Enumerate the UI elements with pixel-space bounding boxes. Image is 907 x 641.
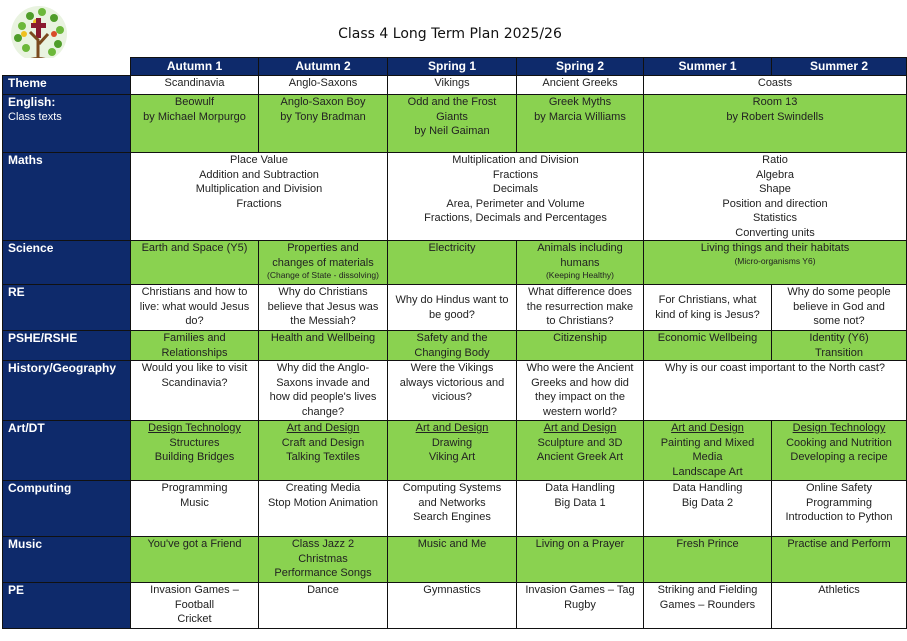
cell-line: Fractions [236, 197, 282, 210]
cell-note: (Keeping Healthy) [545, 270, 615, 280]
english-cell [644, 95, 907, 153]
cell-line: Cricket [177, 613, 212, 625]
theme-cell: Coasts [644, 76, 907, 95]
music-cell [517, 537, 644, 583]
pshe-cell [259, 331, 388, 361]
computing-cell [388, 481, 517, 537]
maths-cell [131, 153, 388, 241]
cell-line: Fractions [492, 168, 539, 181]
cell-line: by Michael Morpurgo [143, 110, 246, 123]
row-label-theme: Theme [3, 76, 131, 95]
computing-cell [131, 481, 259, 537]
english-cell [131, 95, 259, 153]
pe-cell [772, 583, 907, 629]
cell-line: Christmas [298, 552, 348, 565]
computing-cell [517, 481, 644, 537]
cell-line: Area, Perimeter and Volume [446, 197, 585, 210]
cell-line: Rugby [564, 598, 596, 611]
cell-line: do? [185, 315, 204, 327]
cell-line: Addition and Subtraction [199, 168, 319, 181]
cell-line: always victorious and [399, 376, 505, 389]
cell-line: Would you like to visit [141, 362, 248, 374]
cell-heading: Art and Design [543, 422, 617, 434]
cell-line: Computing Systems [402, 482, 502, 494]
cell-line: Why do Christians [278, 286, 368, 298]
cell-line: Why did the Anglo- [276, 362, 370, 374]
english-row [3, 95, 907, 153]
term-header-row [3, 58, 907, 76]
cell-line: by Tony Bradman [280, 110, 366, 123]
cell-heading: Design Technology [792, 422, 886, 434]
long-term-plan-table [2, 57, 907, 629]
row-label-science: Science [3, 241, 131, 285]
cell-line: Decimals [492, 183, 539, 195]
school-logo [8, 4, 70, 64]
cell-heading: Art and Design [415, 422, 489, 434]
cell-line: by Marcia Williams [534, 110, 626, 123]
history-cell [517, 361, 644, 421]
cell-line: change? [301, 405, 345, 418]
cell-heading: Art and Design [671, 422, 744, 434]
cell-line: believe that Jesus was [267, 300, 379, 313]
re-cell [259, 285, 388, 331]
row-label-english-sub: Class texts [8, 110, 62, 123]
cell-line: Craft and Design [281, 436, 365, 449]
cell-line: some not? [813, 315, 865, 327]
art-cell [388, 421, 517, 481]
cell-line: vicious? [432, 391, 472, 403]
cell-line: Gymnastics [423, 584, 481, 596]
cell-line: Big Data 2 [681, 496, 734, 509]
cell-line: Talking Textiles [286, 451, 360, 463]
cell-line: Families and [163, 332, 226, 344]
computing-cell [772, 481, 907, 537]
cell-line: to Christians? [546, 315, 614, 327]
term-header-summer-2: Summer 2 [772, 58, 907, 76]
cell-line: Identity (Y6) [809, 332, 869, 344]
cell-line: Programming [161, 482, 228, 494]
cell-line: Multiplication and Division [452, 154, 579, 166]
theme-cell: Ancient Greeks [517, 76, 644, 95]
computing-row [3, 481, 907, 537]
re-cell [772, 285, 907, 331]
corner-blank [3, 58, 131, 76]
cell-line: believe in God and [793, 300, 885, 313]
cell-line: Greek Myths [548, 96, 612, 108]
music-cell [388, 537, 517, 583]
cell-note: (Change of State - dissolving) [267, 270, 379, 280]
cell-line: Data Handling [672, 482, 743, 494]
cell-line: Why do Hindus want to [395, 294, 509, 306]
row-label-pshe: PSHE/RSHE [3, 331, 131, 361]
cell-line: Scandinavia? [161, 376, 228, 389]
cell-line: Properties and [287, 242, 359, 254]
cell-line: Algebra [756, 168, 794, 181]
cell-line: Football [174, 598, 215, 611]
science-cell [644, 241, 907, 285]
science-cell [517, 241, 644, 285]
cell-line: Data Handling [545, 482, 615, 494]
cell-line: Fresh Prince [676, 538, 739, 550]
cell-line: Citizenship [553, 332, 607, 344]
row-label-english-title: English: [8, 95, 56, 109]
cell-line: Structures [169, 436, 220, 449]
cell-line: Developing a recipe [790, 451, 888, 463]
cell-line: they impact on the [535, 391, 625, 403]
cell-line: Relationships [161, 346, 228, 359]
cell-line: Online Safety [805, 482, 873, 494]
art-cell [517, 421, 644, 481]
cell-line: Athletics [818, 584, 860, 596]
pshe-cell [644, 331, 772, 361]
cell-line: and Networks [418, 496, 486, 509]
cell-line: Striking and Fielding [657, 584, 758, 596]
cell-line: Economic Wellbeing [657, 332, 758, 344]
row-label-history: History/Geography [3, 361, 131, 421]
cell-line: by Robert Swindells [726, 110, 824, 123]
cell-line: Painting and Mixed [660, 436, 755, 449]
cell-line: Place Value [230, 154, 288, 166]
pe-row [3, 583, 907, 629]
cell-line: be good? [429, 308, 475, 321]
re-row [3, 285, 907, 331]
cell-line: Games – Rounders [659, 598, 756, 611]
science-cell [131, 241, 259, 285]
pshe-row [3, 331, 907, 361]
cell-line: Saxons invade and [276, 376, 370, 389]
cell-line: Position and direction [722, 197, 828, 210]
cell-line: Giants [436, 110, 468, 123]
theme-cell: Vikings [388, 76, 517, 95]
cell-line: Class Jazz 2 [291, 538, 355, 550]
music-cell [259, 537, 388, 583]
theme-cell: Scandinavia [131, 76, 259, 95]
cell-line: Shape [759, 183, 791, 195]
science-row [3, 241, 907, 285]
cell-line: Music [180, 496, 209, 509]
maths-cell [388, 153, 644, 241]
page-title: Class 4 Long Term Plan 2025/26 [338, 26, 562, 42]
cell-line: Ancient Greek Art [536, 451, 624, 463]
row-label-re: RE [3, 285, 131, 331]
cell-line: the Messiah? [290, 315, 356, 327]
cell-line: Ratio [762, 154, 788, 166]
cell-line: Beowulf [174, 96, 215, 108]
cell-line: Introduction to Python [785, 511, 893, 523]
cell-line: Anglo-Saxon Boy [280, 96, 366, 108]
cell-line: Cooking and Nutrition [786, 436, 892, 449]
music-row [3, 537, 907, 583]
english-cell [388, 95, 517, 153]
computing-cell [644, 481, 772, 537]
cell-line: Fractions, Decimals and Percentages [424, 212, 607, 224]
pe-cell [517, 583, 644, 629]
cell-line: Electricity [428, 242, 476, 254]
row-label-english [3, 95, 131, 153]
cell-line: Christians and how to [141, 286, 248, 298]
cell-line: Transition [815, 346, 863, 359]
art-cell [644, 421, 772, 481]
cell-line: Dance [307, 584, 339, 596]
cell-line: Building Bridges [154, 451, 235, 463]
cell-line: Odd and the Frost [407, 96, 497, 108]
maths-cell [644, 153, 907, 241]
science-cell [259, 241, 388, 285]
history-row [3, 361, 907, 421]
cell-line: the resurrection make [526, 300, 634, 313]
cell-line: changes of materials [272, 256, 374, 269]
re-cell [644, 285, 772, 331]
english-cell [259, 95, 388, 153]
term-header-spring-2: Spring 2 [517, 58, 644, 76]
science-cell [388, 241, 517, 285]
pshe-cell [772, 331, 907, 361]
pshe-cell [388, 331, 517, 361]
cell-line: Living on a Prayer [535, 538, 625, 550]
music-cell [644, 537, 772, 583]
cell-heading: Design Technology [148, 422, 241, 434]
cell-line: Invasion Games – [150, 584, 239, 596]
row-label-pe: PE [3, 583, 131, 629]
computing-cell [259, 481, 388, 537]
cell-line: What difference does [528, 286, 632, 298]
english-cell [517, 95, 644, 153]
maths-row [3, 153, 907, 241]
row-label-music: Music [3, 537, 131, 583]
cell-line: You've got a Friend [147, 538, 242, 550]
pe-cell [644, 583, 772, 629]
cell-line: Viking Art [428, 451, 476, 463]
cell-line: Were the Vikings [410, 362, 494, 374]
cell-note: (Micro-organisms Y6) [734, 255, 816, 266]
history-cell [388, 361, 517, 421]
cell-line: Health and Wellbeing [270, 332, 376, 344]
theme-row [3, 76, 907, 95]
cell-line: Landscape Art [672, 465, 743, 478]
cell-line: Drawing [431, 436, 473, 449]
pshe-cell [517, 331, 644, 361]
term-header-summer-1: Summer 1 [644, 58, 772, 76]
cell-line: Invasion Games – Tag [525, 584, 635, 596]
tree-cross-logo-icon [8, 4, 70, 64]
term-header-autumn-1: Autumn 1 [131, 58, 259, 76]
cell-line: Statistics [752, 212, 797, 224]
cell-line: Sculpture and 3D [537, 436, 623, 449]
cell-line: how did people's lives [269, 391, 377, 403]
history-cell [259, 361, 388, 421]
row-label-art: Art/DT [3, 421, 131, 481]
cell-line: Safety and the [416, 332, 488, 344]
art-cell [772, 421, 907, 481]
cell-line: For Christians, what [658, 294, 757, 306]
cell-line: Music and Me [417, 538, 487, 550]
row-label-maths: Maths [3, 153, 131, 241]
pshe-cell [131, 331, 259, 361]
art-cell [259, 421, 388, 481]
theme-cell: Anglo-Saxons [259, 76, 388, 95]
pe-cell [259, 583, 388, 629]
cell-line: western world? [543, 405, 617, 418]
art-row [3, 421, 907, 481]
re-cell [517, 285, 644, 331]
cell-line: Creating Media [285, 482, 361, 494]
cell-line: Greeks and how did [531, 376, 629, 389]
row-label-computing: Computing [3, 481, 131, 537]
term-header-autumn-2: Autumn 2 [259, 58, 388, 76]
history-cell [131, 361, 259, 421]
cell-line: live: what would Jesus [139, 300, 250, 313]
cell-heading: Art and Design [286, 422, 360, 434]
music-cell [772, 537, 907, 583]
cell-line: Room 13 [752, 96, 798, 108]
cell-line: Media [692, 451, 723, 463]
history-cell [644, 361, 907, 421]
cell-line: Multiplication and Division [195, 183, 323, 195]
cell-line: Programming [805, 496, 873, 509]
cell-line: Performance Songs [274, 567, 372, 579]
cell-line: Why do some people [787, 286, 891, 298]
re-cell [131, 285, 259, 331]
term-header-spring-1: Spring 1 [388, 58, 517, 76]
cell-line: Changing Body [414, 346, 490, 359]
cell-line: Big Data 1 [554, 496, 606, 509]
cell-line: humans [560, 256, 600, 269]
cell-line: Practise and Perform [787, 538, 891, 550]
cell-line: Why is our coast important to the North cast? [664, 362, 886, 374]
art-cell [131, 421, 259, 481]
cell-line: Earth and Space (Y5) [141, 242, 248, 254]
cell-line: Converting units [735, 226, 815, 239]
music-cell [131, 537, 259, 583]
cell-line: Living things and their habitats [700, 242, 850, 254]
cell-line: Who were the Ancient [526, 362, 634, 374]
cell-line: kind of king is Jesus? [655, 308, 760, 321]
cell-line: by Neil Gaiman [414, 125, 490, 137]
cell-line: Animals including [537, 242, 623, 254]
re-cell [388, 285, 517, 331]
cell-line: Stop Motion Animation [267, 496, 379, 509]
pe-cell [388, 583, 517, 629]
cell-line: Search Engines [413, 511, 491, 523]
pe-cell [131, 583, 259, 629]
